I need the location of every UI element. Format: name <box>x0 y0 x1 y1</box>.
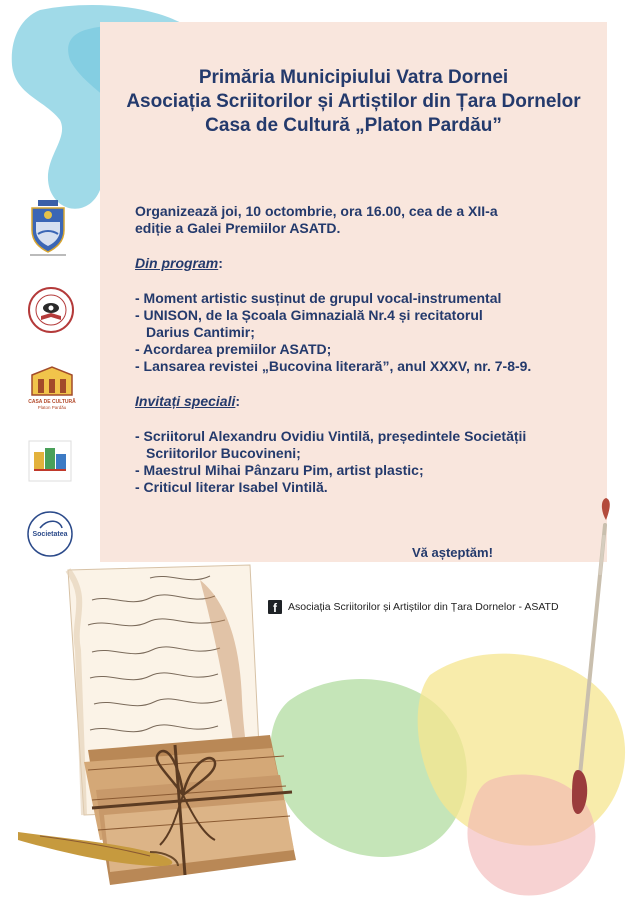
guests-heading-colon: : <box>235 393 241 409</box>
guests-heading-text: Invitați speciali <box>135 393 236 409</box>
intro-line-1: Organizează joi, 10 octombrie, ora 16.00, cea de a XII-a <box>135 203 498 219</box>
guest-item: - Maestrul Mihai Pânzaru Pim, artist plastic; <box>135 462 424 478</box>
organizer-line-3: Casa de Cultură „Platon Pardău” <box>205 115 502 136</box>
program-heading-text: Din program <box>135 255 219 271</box>
program-heading-colon: : <box>218 255 223 271</box>
program-item: - Lansarea revistei „Bucovina literară”, anul XXXV, nr. 7-8-9. <box>135 358 532 374</box>
facebook-icon: f <box>268 600 282 614</box>
facebook-page-name[interactable]: Asociația Scriitorilor și Artiștilor din Țara Dornelor - ASATD <box>288 601 559 613</box>
closing-line: Vă așteptăm! <box>412 545 493 560</box>
program-item: - Moment artistic susținut de grupul vocal-instrumental <box>135 290 502 306</box>
organizer-line-2: Asociația Scriitorilor și Artiștilor din Țara Dornelor <box>126 91 581 112</box>
guest-item-continuation: Scriitorilor Bucovineni; <box>146 445 301 461</box>
culture-house-caption: CASA DE CULTURĂ <box>28 399 76 405</box>
intro-line-2: ediție a Galei Premiilor ASATD. <box>135 220 341 236</box>
program-item: - Acordarea premiilor ASATD; <box>135 341 332 357</box>
program-item-continuation: Darius Cantimir; <box>146 324 255 340</box>
guest-item: - Criticul literar Isabel Vintilă. <box>135 479 328 495</box>
culture-house-subcaption: Platon Pardău <box>37 405 67 410</box>
societatea-caption: Societatea <box>32 531 68 538</box>
program-item: - UNISON, de la Școala Gimnazială Nr.4 și recitatorul <box>135 307 483 323</box>
organizer-line-1: Primăria Municipiului Vatra Dornei <box>198 67 509 88</box>
guest-item: - Scriitorul Alexandru Ovidiu Vintilă, președintele Societății <box>135 428 527 444</box>
